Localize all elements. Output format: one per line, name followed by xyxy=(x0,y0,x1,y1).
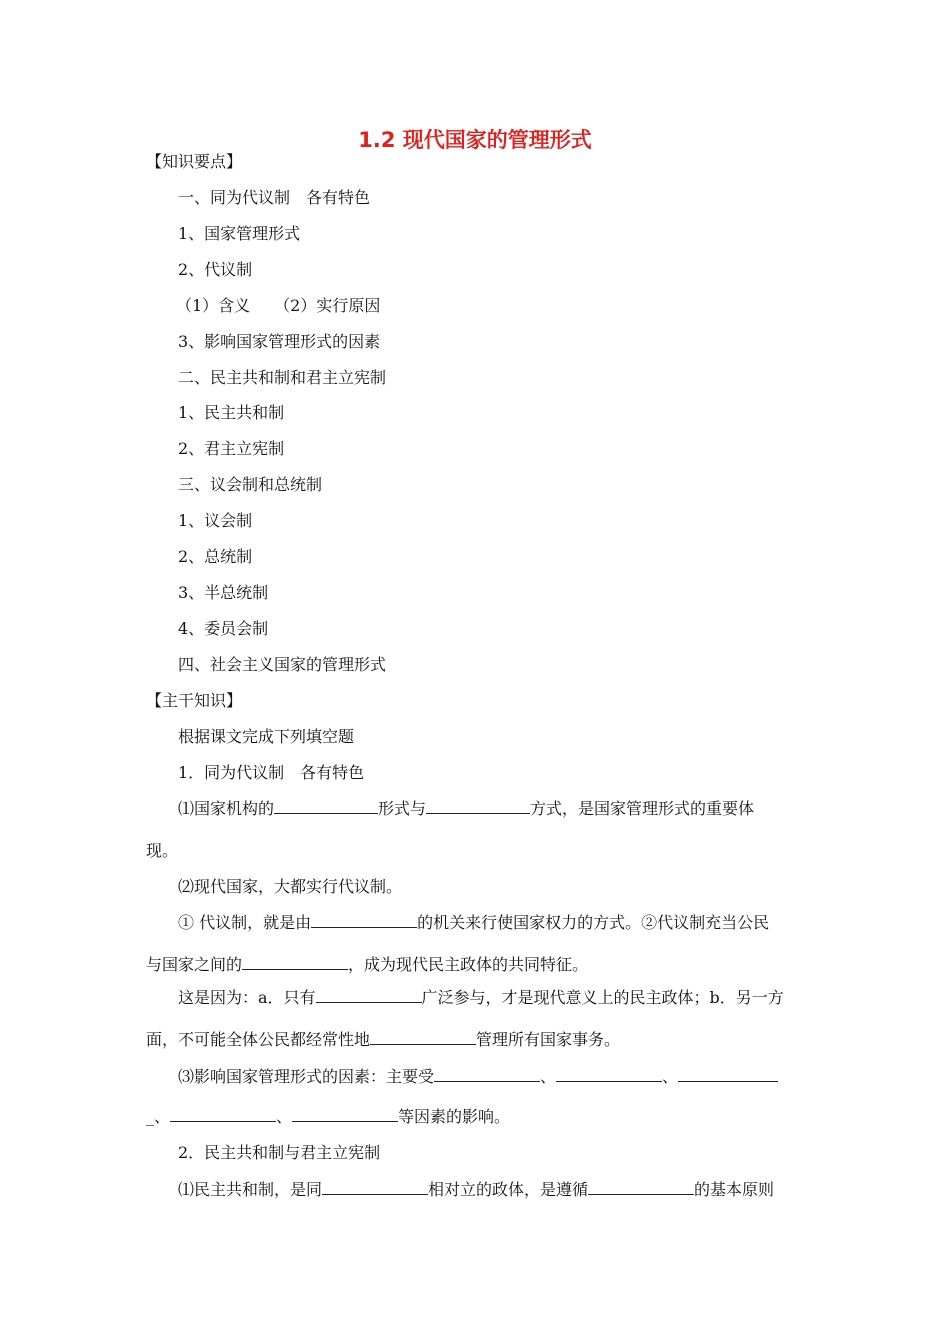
paragraph-line: 这是因为：a．只有 广泛参与，才是现代意义上的民主政体；b．另一方 xyxy=(178,988,784,1007)
fill-blank[interactable] xyxy=(370,1030,476,1045)
fill-blank[interactable] xyxy=(242,955,348,970)
outline-item: 二、民主共和制和君主立宪制 xyxy=(178,368,387,387)
paragraph-line: ① 代议制，就是由 的机关来行使国家权力的方式。②代议制充当公民 xyxy=(178,913,770,932)
outline-item: 一、同为代议制 各有特色 xyxy=(178,188,371,207)
fill-blank[interactable] xyxy=(678,1067,778,1082)
paragraph-line: ⑴民主共和制，是同 相对立的政体，是遵循 的基本原则 xyxy=(178,1180,775,1199)
page-title: 1.2 现代国家的管理形式 xyxy=(358,128,592,152)
instruction-text: 根据课文完成下列填空题 xyxy=(178,727,355,746)
fill-blank[interactable] xyxy=(274,799,378,814)
paragraph-line: ⑵现代国家，大都实行代议制。 xyxy=(178,877,403,896)
fill-blank[interactable] xyxy=(311,913,417,928)
outline-item: 2、总统制 xyxy=(178,547,253,566)
outline-item: （1）含义 （2）实行原因 xyxy=(176,296,381,315)
subsection-title: 1．同为代议制 各有特色 xyxy=(178,763,365,782)
paragraph-line: ⑶影响国家管理形式的因素：主要受 、 、 xyxy=(178,1067,778,1087)
paragraph-line: ⑴国家机构的 形式与 方式，是国家管理形式的重要体 xyxy=(178,799,755,818)
fill-blank[interactable] xyxy=(170,1107,276,1122)
outline-item: 3、影响国家管理形式的因素 xyxy=(178,332,381,351)
fill-blank[interactable] xyxy=(292,1107,398,1122)
outline-item: 4、委员会制 xyxy=(178,619,269,638)
paragraph-line: 现。 xyxy=(146,841,179,860)
fill-blank[interactable] xyxy=(322,1180,428,1195)
fill-blank[interactable] xyxy=(588,1180,694,1195)
outline-item: 2、君主立宪制 xyxy=(178,439,285,458)
paragraph-line: 与国家之间的 ，成为现代民主政体的共同特征。 xyxy=(146,955,589,974)
outline-item: 四、社会主义国家的管理形式 xyxy=(178,655,387,674)
outline-item: 1、议会制 xyxy=(178,511,253,530)
outline-item: 3、半总统制 xyxy=(178,583,269,602)
fill-blank[interactable] xyxy=(426,799,530,814)
fill-blank[interactable] xyxy=(316,988,422,1003)
outline-item: 1、民主共和制 xyxy=(178,403,285,422)
section-heading-key-points: 【知识要点】 xyxy=(146,152,243,171)
outline-item: 2、代议制 xyxy=(178,260,253,279)
outline-item: 三、议会制和总统制 xyxy=(178,475,323,494)
outline-item: 1、国家管理形式 xyxy=(178,224,301,243)
paragraph-line: 面，不可能全体公民都经常性地 管理所有国家事务。 xyxy=(146,1030,621,1049)
paragraph-line: _、 、 等因素的影响。 xyxy=(146,1107,511,1126)
fill-blank[interactable] xyxy=(434,1067,540,1082)
fill-blank[interactable] xyxy=(556,1067,662,1082)
section-heading-main-knowledge: 【主干知识】 xyxy=(146,691,243,710)
subsection-title: 2．民主共和制与君主立宪制 xyxy=(178,1143,381,1162)
